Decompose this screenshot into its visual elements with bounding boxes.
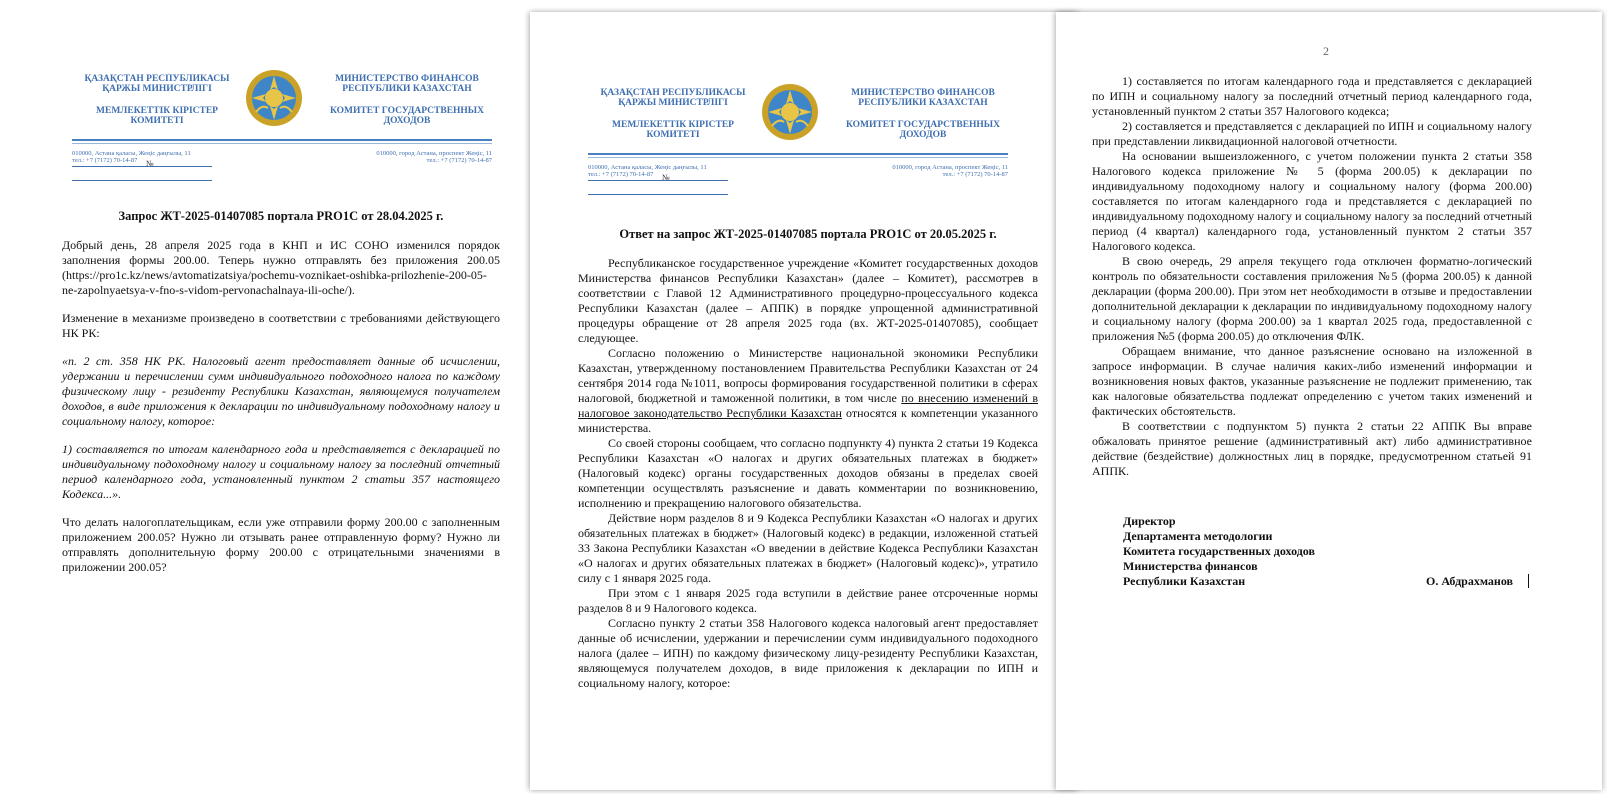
number-sign: № [146,159,154,168]
text-cursor [1528,574,1529,588]
request-question: Что делать налогоплательщикам, если уже отправили форму 200.00 с заполненным приложением 200.05? Нужно ли отзывать ранее отправленную форму? Нужно ли отправлять дополнительную форму 200.00 с отрицательными значениями в приложении 200.05? [62,515,500,574]
response-paragraph: Обращаем внимание, что данное разъяснение основано на изложенной в запросе информации. В случае наличия каких-либо изменений информации и возникновения новых фактов, указанные разъяснение не подлежит применению, так как налоговые обязательства подлежат определению с учетом таких изменений и фактических обстоятельств. [1092,344,1532,418]
registration-line-2 [588,194,728,195]
signature-block [1123,514,1315,589]
request-title: Запрос ЖТ-2025-01407085 портала PRO1C от 28.04.2025 г. [118,209,444,223]
request-paragraph: Добрый день, 28 апреля 2025 года в КНП и ИС СОНО изменился порядок заполнения формы 200.00. Теперь нужно отправлять без приложения 200.05 (https://pro1c.kz/news/avtomatizatsiya/pochemu-voznikaet-oshibka-prilozhenie-200-05-ne-zapolnyaetsya-v-fno-s-vidom-pervonachalnaya-ili-oche/). [62,238,500,297]
org-name-kz: ҚАЗАҚСТАН РЕСПУБЛИКАСЫ ҚАРЖЫ МИНИСТРЛІГІ [600,88,746,108]
response-paragraph: В соответствии с подпунктом 5) пункта 2 статьи 22 АППК Вы вправе обжаловать принятое решение (административный акт) либо административное действие (бездействие) должностных лиц в порядке, предусмотренном статьей 91 АППК. [1092,419,1532,478]
response-body [1092,74,1532,479]
registration-line-2 [72,180,212,181]
signature-line: Директор [1123,514,1176,528]
response-paragraph: Со своей стороны сообщаем, что согласно подпункту 4) пункта 2 статьи 19 Кодекса Республики Казахстан «О налогах и других обязательных платежах в бюджет» (Налоговый кодекс) органы государственных доходов обязаны в пределах своей компетенции осуществлять разъяснение и давать комментарии по возникновению, исполнению и прекращению налогового обязательства. [578,436,1038,510]
address-kz: 010000, Астана қаласы, Жеңіс даңғылы, 11 тел.: +7 (7172) 70-14-87 [588,164,707,178]
response-paragraph: 2) составляется и представляется с декларацией по ИПН и социальному налогу при представлении ликвидационной налоговой отчетности. [1092,119,1532,148]
state-emblem-icon [760,82,820,142]
signature-line: Республики Казахстан [1123,574,1246,588]
response-paragraph: При этом с 1 января 2025 года вступили в действие ранее отсроченные нормы разделов 8 и 9 Налогового кодекса. [578,586,1038,615]
response-title: Ответ на запрос ЖТ-2025-01407085 портала PRO1C от 20.05.2025 г. [619,227,997,241]
letterhead-rule-thin [588,157,1008,158]
number-sign: № [662,173,670,182]
letterhead [588,88,1008,218]
letterhead-rule-thin [72,143,492,144]
registration-line [588,180,728,181]
committee-name-kz: МЕМЛЕКЕТТІК КІРІСТЕР КОМИТЕТІ [612,120,734,140]
response-paragraph: Согласно пункту 2 статьи 358 Налогового кодекса налоговый агент предоставляет данные об исчислении, удержании и перечислении сумм индивидуального подоходного налога (далее – ИПН) по каждому физическому лицу-резиденту Республики Казахстан, являющемуся получателем доходов, в виде приложения к декларации по ИПН и социальному налогу, которое: [578,616,1038,690]
signature-line: Департамента методологии [1123,529,1273,543]
committee-name-ru: КОМИТЕТ ГОСУДАРСТВЕННЫХ ДОХОДОВ [330,106,484,126]
request-paragraph: Изменение в механизме произведено в соответствии с требованиями действующего НК РК: [62,311,500,340]
registration-line [72,166,212,167]
page-request [0,0,530,794]
page-response-2 [1056,12,1602,790]
request-quote: 1) составляется по итогам календарного года и представляется с декларацией по индивидуальному подоходному налогу и социальному налогу за последний отчетный период календарного года, установленный пунктом 2 статьи 357 настоящего Кодекса...». [62,442,500,501]
committee-name-kz: МЕМЛЕКЕТТІК КІРІСТЕР КОМИТЕТІ [96,106,218,126]
signature-line: Министерства финансов [1123,559,1258,573]
response-paragraph: Республиканское государственное учреждение «Комитет государственных доходов Министерства финансов Республики Казахстан» (далее – Комитет), рассмотрев в соответствии с Главой 12 Административного процедурно-процессуального кодекса Республики Казахстан (далее – АППК) в порядке упрощенной административной процедуры обращение от 28 апреля 2025 года (вх. ЖТ-2025-01407085), сообщает следующее. [578,256,1038,345]
response-paragraph: Действие норм разделов 8 и 9 Кодекса Республики Казахстан «О налогах и других обязательных платежах в бюджет» (Налоговый кодекс) в редакции, изложенной статьей 33 Закона Республики Казахстан «О введении в действие Кодекса Республики Казахстан «О налогах и других обязательных платежах в бюджет» (Налоговый кодекс)», утратило силу с 1 января 2025 года. [578,511,1038,585]
page-number: 2 [1323,44,1329,58]
response-text: относятся к компетенции указанного министерства. [578,406,1038,435]
address-ru: 010000, город Астана, проспект Жеңіс, 11 тел.: +7 (7172) 70-14-87 [892,164,1008,178]
letterhead-rule [72,139,492,141]
page-response-1 [530,12,1078,790]
signature-line: Комитета государственных доходов [1123,544,1315,558]
committee-name-ru: КОМИТЕТ ГОСУДАРСТВЕННЫХ ДОХОДОВ [846,120,1000,140]
letterhead [72,74,492,204]
response-body [578,256,1038,691]
request-quote: «п. 2 ст. 358 НК РК. Налоговый агент предоставляет данные об исчислении, удержании и перечислении сумм индивидуального подоходного налога по каждому физическому лицу - резиденту Республики Казахстан, являющемуся получателем доходов, в виде приложения к декларации по индивидуальному подоходному налогу и социальному налогу, которое: [62,354,500,428]
address-ru: 010000, город Астана, проспект Жеңіс, 11 тел.: +7 (7172) 70-14-87 [376,150,492,164]
request-body [62,238,500,575]
response-paragraph: В свою очередь, 29 апреля текущего года отключен форматно-логический контроль по обязательности составления приложения №5 (форма 200.05) к данной декларации (форма 200.00). При этом нет необходимости в отзыве и предоставлении дополнительной декларации к декларации по индивидуальному подоходному налогу и социальному налогу (форма 200.00) за 1 квартал 2025 года, предоставленной с приложения №5 (форма 200.05) до отключения ФЛК. [1092,254,1532,343]
address-kz: 010000, Астана қаласы, Жеңіс даңғылы, 11 тел.: +7 (7172) 70-14-87 [72,150,191,164]
underlined-text: по внесению изменений в налоговое законодательство Республики Казахстан [578,391,1038,420]
response-text: Согласно положению о Министерстве национальной экономики Республики Казахстан, утвержденному постановлением Правительства Республики Казахстан от 24 сентября 2014 года №1011, вопросы формирования государственной политики в сферах налоговой, бюджетной и таможенной политики, в том числе [578,346,1038,405]
response-paragraph [578,346,1038,436]
state-emblem-icon [244,68,304,128]
org-name-ru: МИНИСТЕРСТВО ФИНАНСОВ РЕСПУБЛИКИ КАЗАХСТАН [335,74,479,94]
response-paragraph: На основании вышеизложенного, с учетом положении пункта 2 статьи 358 Налогового кодекса приложение № 5 (форма 200.05) к декларации по индивидуальному подоходному налогу и социальному налогу (форма 200.00) составляется по итогам календарного года и представляется с декларацией по индивидуальному подоходному налогу и социальному налогу за последний отчетный период (4 квартал) календарного года, установленный пунктом 2 статьи 357 Налогового кодекса. [1092,149,1532,253]
org-name-kz: ҚАЗАҚСТАН РЕСПУБЛИКАСЫ ҚАРЖЫ МИНИСТРЛІГІ [84,74,230,94]
letterhead-rule [588,153,1008,155]
org-name-ru: МИНИСТЕРСТВО ФИНАНСОВ РЕСПУБЛИКИ КАЗАХСТАН [851,88,995,108]
signer-name: О. Абдрахманов [1426,574,1514,588]
response-paragraph: 1) составляется по итогам календарного года и представляется с декларацией по ИПН и социальному налогу за последний отчетный период календарного года, установленный пунктом 2 статьи 357 Налогового кодекса; [1092,74,1532,118]
